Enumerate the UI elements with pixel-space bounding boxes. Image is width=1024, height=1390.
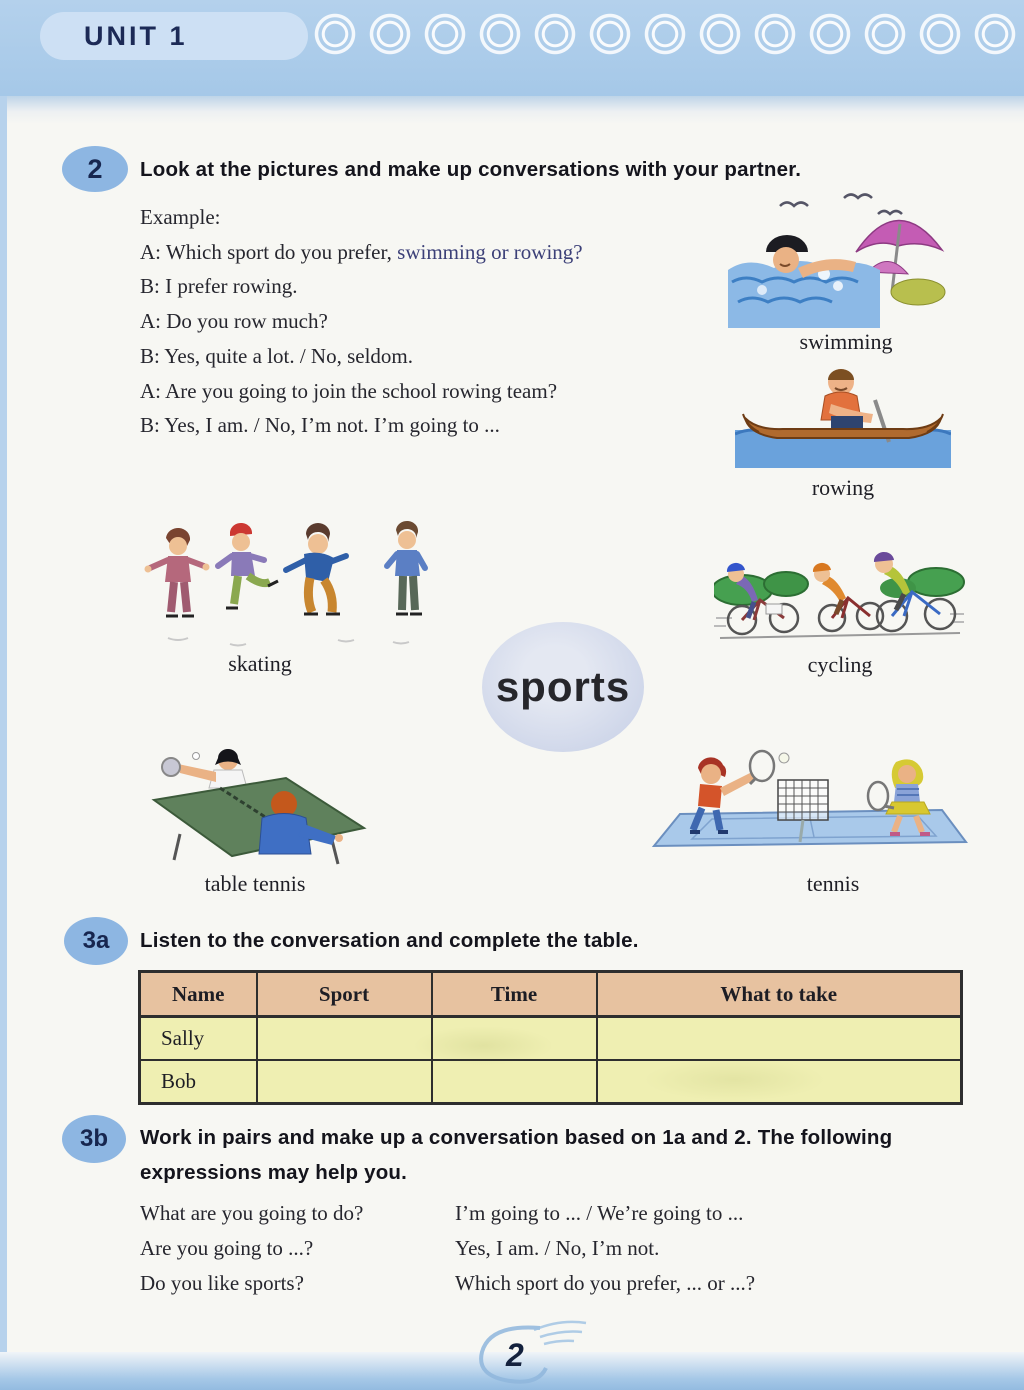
table-header-time: Time — [432, 972, 597, 1017]
table-row-sally — [140, 1017, 962, 1061]
table-cell-name: Sally — [140, 1017, 257, 1061]
dialogue-line: A: Which sport do you prefer, swimming or rowing? — [140, 239, 583, 264]
table-tennis-illustration — [136, 742, 374, 870]
banner-rings-decoration — [312, 11, 1024, 57]
skating-illustration — [138, 514, 446, 650]
helpful-expressions — [140, 1201, 755, 1295]
table-cell-name: Bob — [140, 1060, 257, 1104]
listening-table — [138, 970, 963, 1105]
skating-label: skating — [228, 651, 292, 676]
example-dialogue — [140, 200, 583, 443]
table-cell-what-to-take — [597, 1060, 962, 1104]
expression-left: Are you going to ...? — [140, 1236, 314, 1260]
table-cell-time — [432, 1017, 597, 1061]
example-label: Example: — [140, 205, 221, 229]
page-number: 2 — [506, 1337, 524, 1373]
dialogue-line: B: Yes, quite a lot. / No, seldom. — [140, 343, 414, 368]
rowing-illustration — [735, 356, 951, 468]
swimming-illustration — [728, 190, 964, 328]
table-cell-what-to-take — [597, 1017, 962, 1061]
expression-right: I’m going to ... / We’re going to ... — [455, 1201, 744, 1225]
rowing-label: rowing — [811, 475, 875, 500]
expression-left: Do you like sports? — [140, 1271, 304, 1295]
table-cell-sport — [257, 1060, 432, 1104]
swimming-label: swimming — [799, 329, 893, 354]
table-cell-sport — [257, 1017, 432, 1061]
table-header-what-to-take: What to take — [597, 972, 962, 1017]
table-cell-time — [432, 1060, 597, 1104]
section-3a-heading: Listen to the conversation and complete the table. — [140, 929, 639, 952]
table-header-sport: Sport — [257, 972, 432, 1017]
banner-fade — [0, 96, 1024, 124]
tennis-illustration — [650, 736, 968, 862]
sports-bubble — [482, 622, 644, 752]
expression-right: Which sport do you prefer, ... or ...? — [455, 1271, 756, 1295]
page-edge-strip — [0, 96, 7, 1390]
unit-title: UNIT 1 — [84, 21, 188, 51]
dialogue-line: A: Do you row much? — [140, 309, 328, 334]
table-row-bob — [140, 1060, 962, 1104]
dialogue-line: B: Yes, I am. / No, I’m not. I’m going to ... — [140, 413, 500, 438]
listening-table-wrap — [138, 970, 962, 1105]
table-header-row — [140, 972, 962, 1017]
cycling-label: cycling — [807, 652, 873, 677]
table-tennis-label: table tennis — [204, 871, 306, 896]
highlighted-phrase: swimming or rowing? — [397, 239, 583, 264]
dialogue-line: A: Are you going to join the school rowing team? — [140, 378, 558, 403]
page-number-swirl — [448, 1316, 598, 1386]
cycling-illustration — [714, 520, 966, 650]
sports-bubble-label: sports — [495, 663, 631, 710]
tennis-label: tennis — [806, 871, 860, 896]
section-3b-heading-line2: expressions may help you. — [140, 1161, 408, 1184]
section-3a-badge: 3a — [64, 917, 128, 965]
section-3b-badge: 3b — [62, 1115, 126, 1163]
expression-right: Yes, I am. / No, I’m not. — [455, 1236, 660, 1260]
dialogue-line: B: I prefer rowing. — [140, 274, 298, 299]
expression-left: What are you going to do? — [140, 1201, 364, 1225]
table-header-name: Name — [140, 972, 257, 1017]
section-2-badge: 2 — [62, 146, 128, 192]
section-2-heading: Look at the pictures and make up conversations with your partner. — [140, 158, 802, 181]
section-3b-heading-line1: Work in pairs and make up a conversation based on 1a and 2. The following — [140, 1126, 893, 1149]
